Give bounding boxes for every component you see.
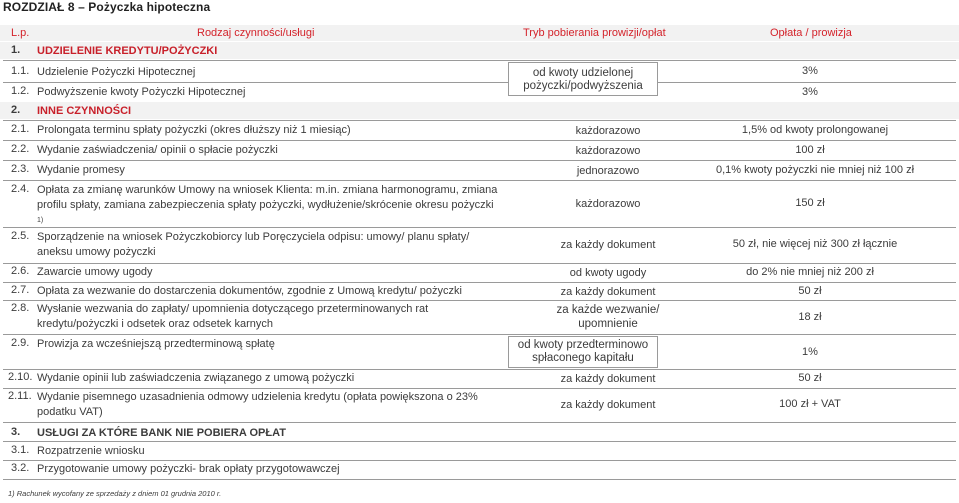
row-number: 1.1. <box>11 65 30 77</box>
row-number: 2.4. <box>11 183 30 195</box>
row-mode: każdorazowo <box>575 145 641 157</box>
group-label: USŁUGI ZA KTÓRE BANK NIE POBIERA OPŁAT <box>37 427 286 439</box>
row-fee: 50 zł, nie więcej niż 300 zł łącznie <box>732 238 898 250</box>
row-description: Wydanie promesy <box>37 164 125 176</box>
row-fee: 3% <box>802 86 818 98</box>
row-fee: 18 zł <box>798 311 822 323</box>
group-number: 3. <box>11 426 21 438</box>
row-description: Wysłanie wezwania do zapłaty/ upomnienia dotyczącego przeterminowanych rat kredytu/pożyczki i odsetek oraz odsetek karnych <box>37 303 429 330</box>
header-fee: Opłata / prowizja <box>770 27 852 39</box>
row-number: 2.1. <box>11 123 30 135</box>
row-description: Sporządzenie na wniosek Pożyczkobiorcy lub Poręczyciela odpisu: umowy/ planu spłaty/ aneksu umowy pożyczki <box>37 231 470 258</box>
row-mode: od kwoty ugody <box>569 267 647 279</box>
section-title: ROZDZIAŁ 8 – Pożyczka hipoteczna <box>3 0 211 14</box>
row-fee: do 2% nie mniej niż 200 zł <box>746 266 874 278</box>
row-description: Przygotowanie umowy pożyczki- brak opłaty przygotowawczej <box>37 463 340 475</box>
row-description: Rozpatrzenie wniosku <box>37 445 145 457</box>
row-fee: 1% <box>802 346 818 358</box>
row-fee: 0,1% kwoty pożyczki nie mniej niż 100 zł <box>715 164 915 176</box>
group-number: 2. <box>11 104 21 116</box>
row-number: 2.5. <box>11 230 30 242</box>
footnote-ref: 1) <box>37 217 44 224</box>
row-fee: 50 zł <box>798 372 822 384</box>
row-number: 3.2. <box>11 462 30 474</box>
row-fee: 100 zł + VAT <box>779 398 841 410</box>
row-number: 2.6. <box>11 265 30 277</box>
row-fee: 150 zł <box>795 197 825 209</box>
row-mode: od kwoty przedterminowo spłaconego kapitału <box>508 336 658 368</box>
row-description: Wydanie pisemnego uzasadnienia odmowy udzielenia kredytu (opłata powiększona o 23% podatku VAT) <box>37 391 478 418</box>
table-header <box>0 25 959 41</box>
row-description: Wydanie zaświadczenia/ opinii o spłacie pożyczki <box>37 144 278 156</box>
header-lp: L.p. <box>11 27 30 39</box>
row-mode: za każdy dokument <box>560 239 656 251</box>
row-mode: jednorazowo <box>576 165 640 177</box>
row-number: 1.2. <box>11 85 30 97</box>
row-fee: 100 zł <box>795 144 825 156</box>
row-description: Wydanie opinii lub zaświadczenia związanego z umową pożyczki <box>37 372 355 384</box>
row-number: 2.8. <box>11 302 30 314</box>
row-description: Udzielenie Pożyczki Hipotecznej <box>37 66 196 78</box>
group-label: UDZIELENIE KREDYTU/POŻYCZKI <box>37 45 218 57</box>
row-description: Prowizja za wcześniejszą przedterminową spłatę <box>37 338 275 350</box>
group-row <box>0 102 959 119</box>
row-number: 2.7. <box>11 284 30 296</box>
group-number: 1. <box>11 44 21 56</box>
row-fee: 1,5% od kwoty prolongowanej <box>741 124 889 136</box>
row-description: Podwyższenie kwoty Pożyczki Hipotecznej <box>37 86 246 98</box>
row-number: 3.1. <box>11 444 30 456</box>
group-label: INNE CZYNNOŚCI <box>37 105 132 117</box>
row-number: 2.10. <box>8 371 33 383</box>
row-mode-merged: od kwoty udzielonej pożyczki/podwyższenia <box>508 62 658 96</box>
header-mode: Tryb pobierania prowizji/opłat <box>523 27 666 39</box>
row-mode: każdorazowo <box>575 198 641 210</box>
row-description: Zawarcie umowy ugody <box>37 266 153 278</box>
row-number: 2.9. <box>11 337 30 349</box>
row-number: 2.11. <box>8 390 32 402</box>
footnote: 1) Rachunek wycofany ze sprzedaży z dniem 01 grudnia 2010 r. <box>8 489 222 498</box>
row-mode: za każdy dokument <box>560 399 656 411</box>
row-mode: za każdy dokument <box>560 373 656 385</box>
group-row <box>0 424 959 441</box>
group-row <box>0 42 959 59</box>
row-mode: każdorazowo <box>575 125 641 137</box>
row-description-text: Opłata za zmianę warunków Umowy na wniosek Klienta: m.in. zmiana harmonogramu, zmiana profilu spłaty, zamiana zabezpieczenia spłaty pożyczki, wydłużenie/skrócenie okresu pożyczki <box>37 184 498 211</box>
row-mode: za każde wezwanie/ upomnienie <box>556 304 660 330</box>
row-fee: 50 zł <box>798 285 822 297</box>
row-number: 2.2. <box>11 143 30 155</box>
row-description: Opłata za wezwanie do dostarczenia dokumentów, zgodnie z Umową kredytu/ pożyczki <box>37 285 462 297</box>
row-mode: za każdy dokument <box>560 286 656 298</box>
row-fee: 3% <box>802 65 818 77</box>
row-number: 2.3. <box>11 163 30 175</box>
row-description: Prolongata terminu spłaty pożyczki (okres dłuższy niż 1 miesiąc) <box>37 124 351 136</box>
row-description <box>37 183 502 232</box>
header-type: Rodzaj czynności/usługi <box>197 27 315 39</box>
